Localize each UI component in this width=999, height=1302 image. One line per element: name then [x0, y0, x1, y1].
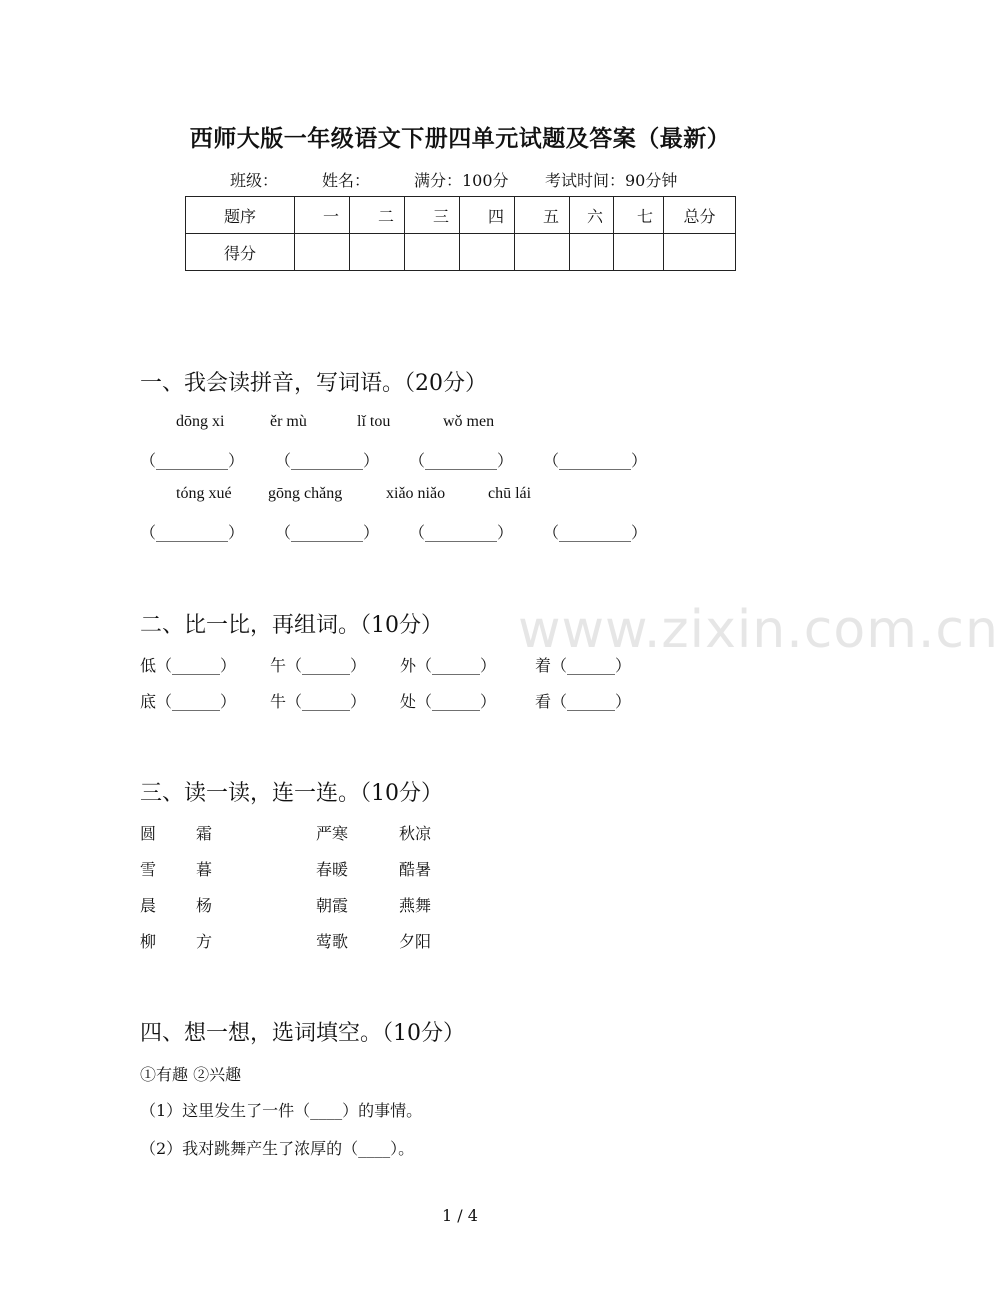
- document-title: 西师大版一年级语文下册四单元试题及答案（最新）: [189, 125, 731, 152]
- section4-heading: 四、想一想，选词填空。（10分）: [140, 1021, 465, 1046]
- match-char[interactable]: 暮: [196, 860, 213, 879]
- watermark: www.zixin.com.cn: [518, 600, 999, 660]
- word-blank[interactable]: 牛（______）: [270, 692, 367, 711]
- header-cell-7: 七: [614, 197, 664, 234]
- pinyin-item: tóng xué: [176, 485, 232, 502]
- full-score: 满分：100分: [414, 171, 509, 190]
- answer-blank[interactable]: （_________）: [140, 523, 245, 542]
- pinyin-item: wǒ men: [443, 413, 495, 430]
- answer-blank[interactable]: （_________）: [275, 523, 380, 542]
- word-blank[interactable]: 外（______）: [400, 656, 497, 675]
- pinyin-item: xiǎo niǎo: [386, 485, 446, 502]
- word-blank[interactable]: 底（______）: [140, 692, 237, 711]
- score-cell: [614, 234, 664, 271]
- word-blank[interactable]: 着（______）: [535, 656, 632, 675]
- header-cell-6: 六: [570, 197, 614, 234]
- match-char[interactable]: 圆: [140, 824, 157, 843]
- pinyin-item: ěr mù: [270, 413, 307, 430]
- score-row-label: 得分: [186, 234, 295, 271]
- pinyin-item: gōng chǎng: [268, 485, 343, 502]
- header-cell-1: 一: [295, 197, 350, 234]
- match-word[interactable]: 燕舞: [399, 896, 432, 915]
- score-cell: [295, 234, 350, 271]
- match-word[interactable]: 夕阳: [399, 932, 432, 951]
- match-word[interactable]: 严寒: [316, 824, 349, 843]
- match-char[interactable]: 雪: [140, 860, 157, 879]
- score-cell: [350, 234, 405, 271]
- score-cell: [570, 234, 614, 271]
- header-cell-2: 二: [350, 197, 405, 234]
- score-table-header-row: [186, 197, 736, 234]
- header-cell-order: 题序: [186, 197, 295, 234]
- question-2[interactable]: （2）我对跳舞产生了浓厚的（____）。: [140, 1139, 415, 1158]
- section3-heading: 三、读一读，连一连。（10分）: [140, 781, 443, 806]
- match-word[interactable]: 莺歌: [316, 932, 349, 951]
- answer-blank[interactable]: （_________）: [275, 451, 380, 470]
- answer-blank[interactable]: （_________）: [543, 523, 648, 542]
- match-char[interactable]: 方: [196, 932, 213, 951]
- match-word[interactable]: 朝霞: [316, 896, 349, 915]
- match-char[interactable]: 杨: [196, 896, 213, 915]
- match-char[interactable]: 柳: [140, 932, 157, 951]
- answer-blank[interactable]: （_________）: [409, 523, 514, 542]
- word-blank[interactable]: 看（______）: [535, 692, 632, 711]
- word-blank[interactable]: 午（______）: [270, 656, 367, 675]
- word-blank[interactable]: 处（______）: [400, 692, 497, 711]
- pinyin-item: dōng xi: [176, 413, 225, 430]
- match-word[interactable]: 春暖: [316, 860, 349, 879]
- pinyin-item: chū lái: [488, 485, 532, 502]
- header-cell-4: 四: [460, 197, 515, 234]
- score-cell: [405, 234, 460, 271]
- exam-time: 考试时间：90分钟: [545, 171, 678, 190]
- question-1[interactable]: （1）这里发生了一件（____）的事情。: [140, 1101, 423, 1120]
- score-cell: [664, 234, 736, 271]
- match-word[interactable]: 酷暑: [399, 860, 432, 879]
- name-label: 姓名：: [322, 171, 371, 190]
- answer-blank[interactable]: （_________）: [409, 451, 514, 470]
- header-cell-5: 五: [515, 197, 570, 234]
- header-cell-total: 总分: [664, 197, 736, 234]
- score-table-score-row: [186, 234, 736, 271]
- section1-heading: 一、我会读拼音，写词语。（20分）: [140, 371, 487, 396]
- word-blank[interactable]: 低（______）: [140, 656, 237, 675]
- header-cell-3: 三: [405, 197, 460, 234]
- page-number: 1 / 4: [442, 1206, 478, 1225]
- answer-blank[interactable]: （_________）: [140, 451, 245, 470]
- section2-heading: 二、比一比，再组词。（10分）: [140, 613, 443, 638]
- match-word[interactable]: 秋凉: [399, 824, 432, 843]
- match-char[interactable]: 晨: [140, 896, 157, 915]
- score-cell: [515, 234, 570, 271]
- score-cell: [460, 234, 515, 271]
- score-table: [185, 196, 736, 271]
- pinyin-item: lǐ tou: [357, 413, 391, 430]
- word-options: ①有趣 ②兴趣: [140, 1065, 242, 1084]
- match-char[interactable]: 霜: [196, 824, 213, 843]
- class-label: 班级：: [230, 171, 279, 190]
- answer-blank[interactable]: （_________）: [543, 451, 648, 470]
